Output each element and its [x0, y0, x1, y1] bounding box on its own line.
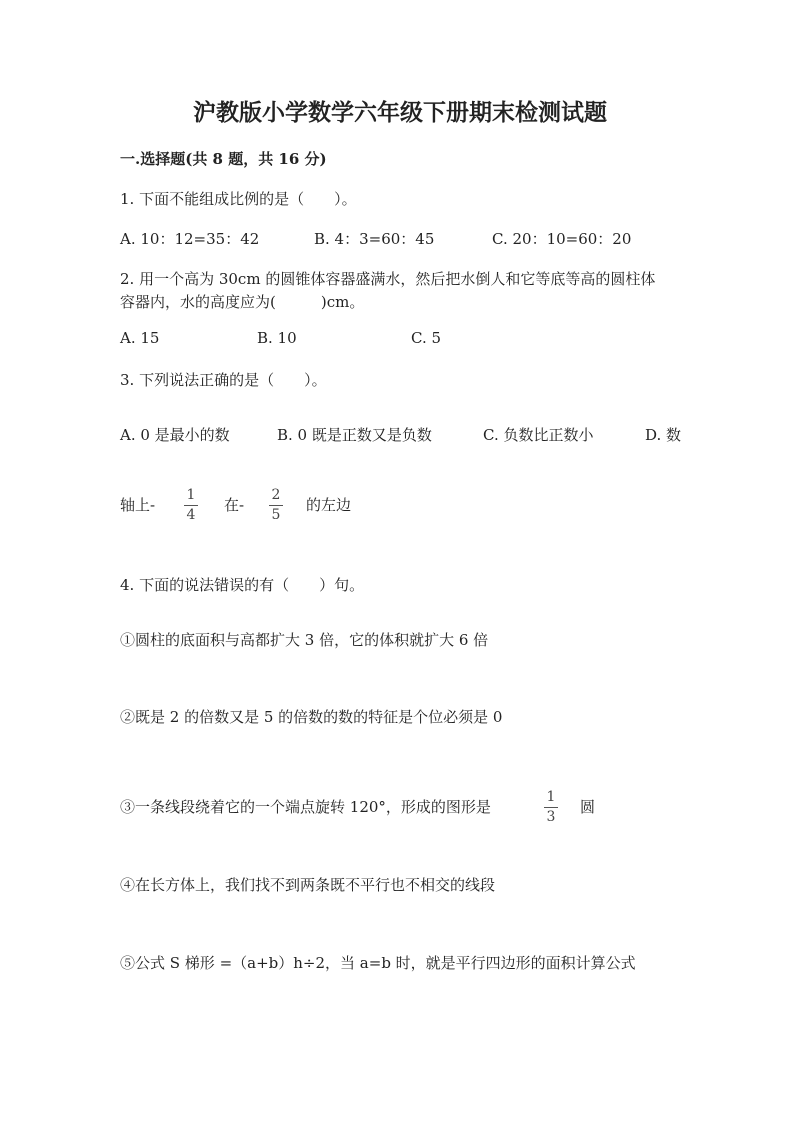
fraction-numerator: 1 [546, 789, 556, 805]
fraction-bar [184, 505, 198, 506]
question-4-statement-4: ④在长方体上，我们找不到两条既不平行也不相交的线段 [120, 876, 496, 894]
question-4-stem: 4. 下面的说法错误的有（ ）句。 [120, 576, 365, 594]
question-4-statement-3: ③一条线段绕着它的一个端点旋转 120°，形成的图形是 [120, 798, 491, 816]
question-3-option-a: A. 0 是最小的数 [120, 426, 230, 444]
question-3-option-d-mid: 在- [224, 496, 245, 514]
question-3-option-d: D. 数 [645, 426, 682, 444]
question-4-statement-3-end: 圆 [580, 798, 596, 816]
question-4-statement-2: ②既是 2 的倍数又是 5 的倍数的数的特征是个位必须是 0 [120, 708, 503, 726]
question-3-stem: 3. 下列说法正确的是（ ）。 [120, 371, 327, 389]
page-title: 沪教版小学数学六年级下册期末检测试题 [193, 99, 607, 126]
question-1-option-c: C. 20：10=60：20 [492, 230, 632, 248]
question-2-option-b: B. 10 [257, 329, 297, 347]
question-4-statement-1: ①圆柱的底面积与高都扩大 3 倍，它的体积就扩大 6 倍 [120, 631, 489, 649]
fraction-bar [544, 807, 558, 808]
question-2-option-c: C. 5 [411, 329, 442, 347]
question-3-option-d-continued: 轴上- [120, 496, 156, 514]
fraction-denominator: 5 [271, 507, 281, 523]
question-3-option-d-end: 的左边 [306, 496, 352, 514]
fraction-numerator: 2 [271, 487, 281, 503]
fraction-two-fifths [266, 487, 286, 524]
question-1-option-a: A. 10：12=35：42 [120, 230, 260, 248]
question-4-statement-5: ⑤公式 S 梯形 =（a+b）h÷2，当 a=b 时，就是平行四边形的面积计算公式 [120, 954, 636, 972]
fraction-bar [269, 505, 283, 506]
fraction-denominator: 3 [546, 809, 556, 825]
question-2-stem-line1: 2. 用一个高为 30cm 的圆锥体容器盛满水，然后把水倒人和它等底等高的圆柱体 [120, 270, 656, 288]
question-2-option-a: A. 15 [120, 329, 160, 347]
question-3-option-c: C. 负数比正数小 [483, 426, 594, 444]
question-1-option-b: B. 4：3=60：45 [314, 230, 435, 248]
question-3-option-b: B. 0 既是正数又是负数 [277, 426, 432, 444]
section-heading: 一.选择题(共 8 题，共 16 分) [120, 150, 327, 168]
fraction-denominator: 4 [186, 507, 196, 523]
question-1-stem: 1. 下面不能组成比例的是（ ）。 [120, 190, 357, 208]
fraction-one-third [541, 789, 561, 826]
fraction-one-quarter [181, 487, 201, 524]
question-2-stem-line2: 容器内，水的高度应为( )cm。 [120, 293, 365, 311]
fraction-numerator: 1 [186, 487, 196, 503]
